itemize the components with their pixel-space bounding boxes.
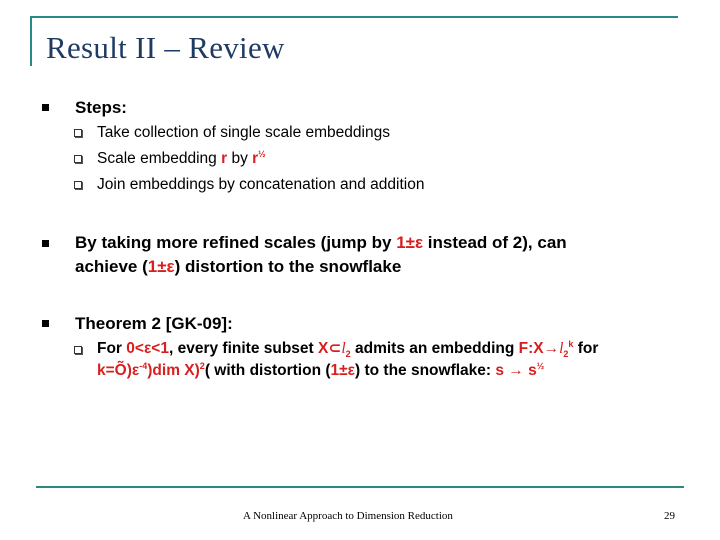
- footer-line: [36, 486, 684, 488]
- bullet-hollow-icon: [74, 346, 82, 354]
- bullet-square-icon: [42, 320, 49, 327]
- theorem-line-1: For 0<ε<1, every finite subset $X\subset l_2$ admits an embedding $F:X\to l_2^k$ for: [97, 338, 599, 360]
- theorem-heading: Theorem 2 [GK-09]:: [75, 314, 233, 333]
- theorem-line-2: $k=Õ)\varepsilon^{-4})dim$ X)$^2$( with distortion (1±ε) to the snowflake: $s \to s^{\frac{1}{2}}$: [97, 360, 545, 379]
- bullet-hollow-icon: [74, 181, 82, 189]
- bullet-square-icon: [42, 104, 49, 111]
- frame-left-line: [30, 16, 32, 66]
- refined-line-1: By taking more refined scales (jump by 1±ε instead of 2), can: [75, 233, 567, 252]
- bullet-hollow-icon: [74, 155, 82, 163]
- bullet-hollow-icon: [74, 129, 82, 137]
- frame-top-line: [30, 16, 678, 18]
- bullet-square-icon: [42, 240, 49, 247]
- step-item-3: Join embeddings by concatenation and addition: [97, 176, 425, 193]
- page-number: 29: [664, 510, 675, 522]
- steps-heading: Steps:: [75, 98, 127, 117]
- footer-title: A Nonlinear Approach to Dimension Reduction: [243, 510, 453, 522]
- slide-title: Result II – Review: [46, 30, 285, 65]
- step-item-1: Take collection of single scale embeddings: [97, 124, 390, 141]
- step-item-2: Scale embedding r by $r^{\frac{1}{2}}$: [97, 148, 266, 167]
- refined-line-2: achieve (1±ε) distortion to the snowflake: [75, 257, 402, 276]
